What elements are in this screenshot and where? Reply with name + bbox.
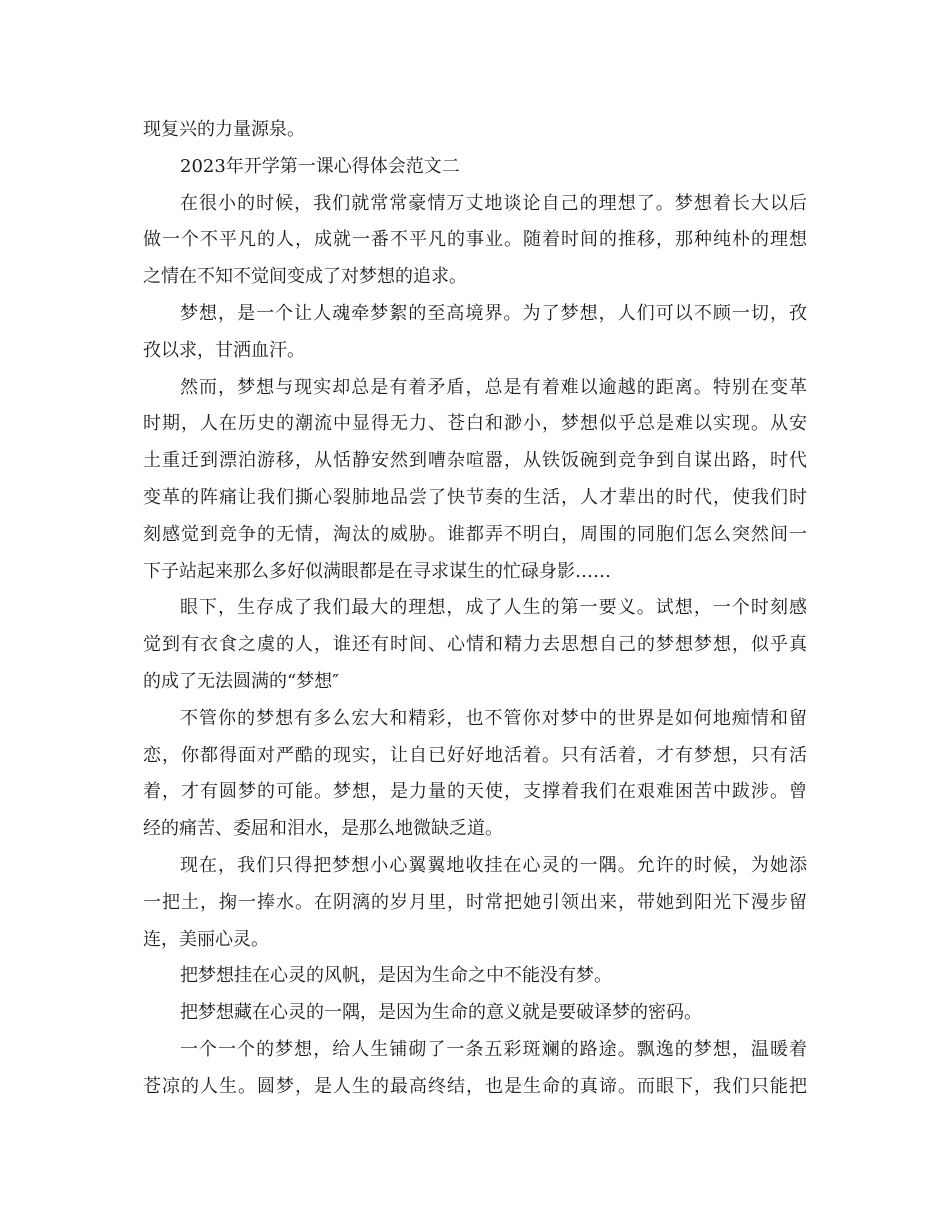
text-line: 恋，你都得面对严酷的现实，让自已好好地活着。只有活着，才有梦想，只有活 (143, 744, 807, 766)
text-line: 然而，梦想与现实却总是有着矛盾，总是有着难以逾越的距离。特别在变革 (180, 376, 807, 398)
text-line: 土重迁到漂泊游移，从恬静安然到嘈杂喧嚣，从铁饭碗到竞争到自谋出路，时代 (143, 450, 807, 472)
text-line: 时期，人在历史的潮流中显得无力、苍白和渺小，梦想似乎总是难以实现。从安 (143, 413, 807, 435)
text-line: 在很小的时候，我们就常常豪情万丈地谈论自己的理想了。梦想着长大以后 (180, 192, 807, 214)
text-line: 现复兴的力量源泉。 (143, 119, 305, 140)
text-line: 孜以求，甘洒血汗。 (143, 339, 305, 361)
section-heading: 2023年开学第一课心得体会范文二 (180, 155, 460, 177)
text-line: 梦想，是一个让人魂牵梦絮的至高境界。为了梦想，人们可以不顾一切，孜 (180, 302, 807, 324)
text-line: 眼下，生存成了我们最大的理想，成了人生的第一要义。试想，一个时刻感 (180, 597, 807, 619)
text-line: 觉到有衣食之虞的人，谁还有时间、心情和精力去思想自己的梦想梦想，似乎真 (143, 634, 807, 656)
text-line: 刻感觉到竞争的无情，淘汰的威胁。谁都弄不明白，周围的同胞们怎么突然间一 (143, 523, 807, 545)
text-line: 做一个不平凡的人，成就一番不平凡的事业。随着时间的推移，那种纯朴的理想 (143, 229, 807, 251)
text-line: 的成了无法圆满的“梦想″ (143, 670, 339, 692)
text-line: 之情在不知不觉间变成了对梦想的追求。 (143, 266, 467, 288)
text-line: 着，才有圆梦的可能。梦想，是力量的天使，支撑着我们在艰难困苦中跋涉。曾 (143, 781, 807, 803)
document-body (143, 112, 807, 1106)
text-line: 下子站起来那么多好似满眼都是在寻求谋生的忙碌身影…… (143, 560, 611, 582)
text-line: 经的痛苦、委屈和泪水，是那么地微缺乏道。 (143, 818, 503, 840)
text-line: 变革的阵痛让我们撕心裂肺地品尝了快节奏的生活，人才辈出的时代，使我们时 (143, 486, 807, 508)
text-line: 连，美丽心灵。 (143, 928, 269, 950)
text-line: 一个一个的梦想，给人生铺砌了一条五彩斑斓的路途。飘逸的梦想，温暖着 (180, 1038, 807, 1060)
text-line: 苍凉的人生。圆梦，是人生的最高终结，也是生命的真谛。而眼下，我们只能把 (143, 1075, 807, 1097)
text-line: 一把土，掬一捧水。在阴漓的岁月里，时常把她引领出来，带她到阳光下漫步留 (143, 891, 807, 913)
text-line: 把梦想挂在心灵的风帆，是因为生命之中不能没有梦。 (180, 965, 612, 987)
text-line: 现在，我们只得把梦想小心翼翼地收挂在心灵的一隅。允许的时候，为她添 (180, 854, 807, 876)
text-line: 不管你的梦想有多么宏大和精彩，也不管你对梦中的世界是如何地痴情和留 (180, 707, 807, 729)
text-line: 把梦想藏在心灵的一隅，是因为生命的意义就是要破译梦的密码。 (180, 1002, 702, 1024)
